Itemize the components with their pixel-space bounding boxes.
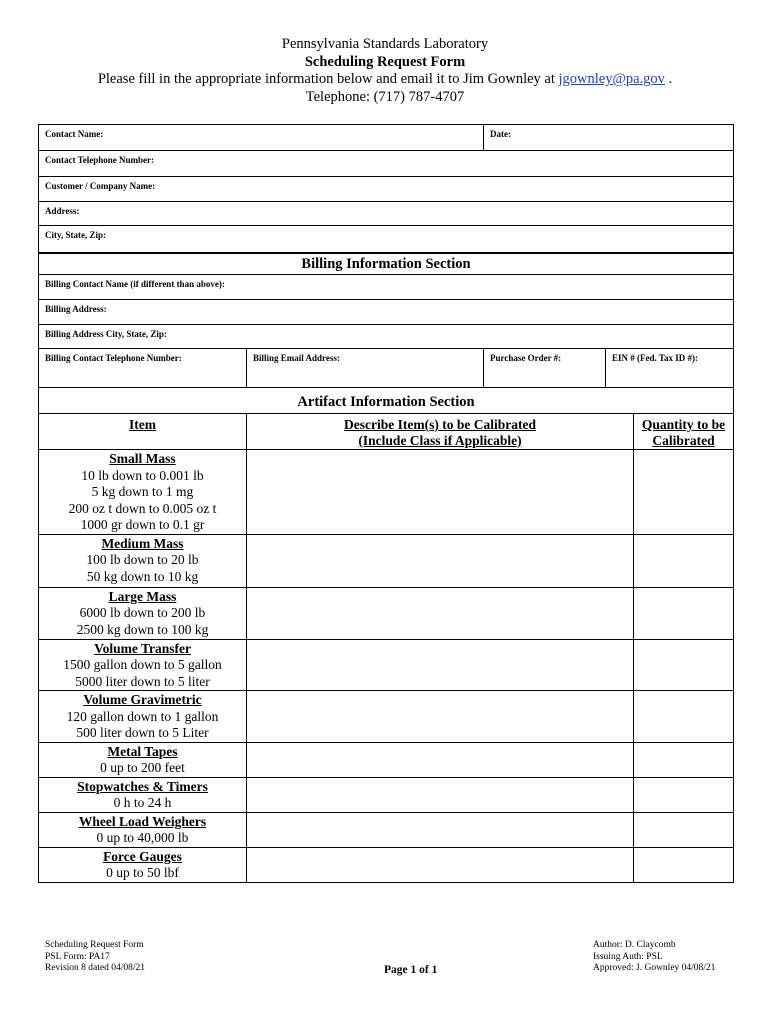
describe-cell[interactable]	[247, 534, 634, 587]
purchase-order-label: Purchase Order #:	[490, 353, 562, 363]
item-title: Small Mass	[109, 451, 176, 466]
item-title: Stopwatches & Timers	[77, 778, 208, 794]
item-title: Wheel Load Weighers	[78, 813, 207, 829]
table-row	[39, 587, 734, 639]
quantity-cell[interactable]	[634, 777, 734, 812]
item-range: 50 kg down to 10 kg	[86, 568, 199, 584]
billing-city-field[interactable]	[39, 325, 734, 349]
item-cell	[39, 777, 247, 812]
item-range: 0 up to 200 feet	[100, 760, 185, 775]
billing-contact-name-label: Billing Contact Name (if different than above):	[45, 279, 225, 289]
quantity-cell[interactable]	[634, 587, 734, 639]
email-link[interactable]: jgownley@pa.gov	[558, 71, 665, 87]
item-range: 0 up to 50 lbf	[106, 865, 179, 880]
org-name: Pennsylvania Standards Laboratory	[281, 36, 489, 52]
instruction-suffix: .	[664, 71, 673, 87]
city-state-zip-field[interactable]	[39, 226, 734, 253]
item-range: 5 kg down to 1 mg	[91, 484, 194, 499]
describe-header-line-1: Describe Item(s) to be Calibrated	[344, 417, 536, 432]
describe-cell[interactable]	[247, 691, 634, 743]
table-row	[39, 450, 734, 535]
quantity-cell[interactable]	[634, 847, 734, 882]
item-range: 2500 kg down to 100 kg	[76, 621, 209, 637]
item-cell	[39, 812, 247, 847]
item-range: 120 gallon down to 1 gallon	[66, 708, 219, 724]
describe-cell[interactable]	[247, 450, 634, 535]
form-header	[0, 36, 770, 106]
billing-table	[38, 253, 734, 388]
item-cell	[39, 450, 247, 535]
ein-label: EIN # (Fed. Tax ID #):	[612, 353, 699, 363]
item-cell	[39, 847, 247, 882]
item-range: 0 up to 40,000 lb	[96, 830, 189, 845]
item-cell	[39, 587, 247, 639]
item-range: 0 h to 24 h	[113, 795, 172, 810]
item-range: 1000 gr down to 0.1 gr	[80, 517, 205, 532]
footer-revision: Revision 8 dated 04/08/21	[45, 963, 146, 973]
quantity-header-line-2: Calibrated	[652, 433, 715, 448]
billing-email-label: Billing Email Address:	[253, 353, 340, 363]
footer-author: Author: D. Claycomb	[593, 940, 676, 950]
describe-cell[interactable]	[247, 847, 634, 882]
date-label: Date:	[490, 129, 511, 139]
billing-contact-name-field[interactable]	[39, 275, 734, 300]
footer-right	[593, 940, 715, 975]
company-field[interactable]	[39, 177, 734, 202]
table-row	[39, 534, 734, 587]
instruction-text: Please fill in the appropriate information below and email it to Jim Gownley at	[97, 71, 559, 87]
describe-cell[interactable]	[247, 742, 634, 777]
item-cell	[39, 639, 247, 691]
billing-email-field[interactable]	[247, 349, 484, 388]
item-title: Volume Gravimetric	[83, 692, 202, 707]
item-column-header: Item	[39, 414, 247, 450]
item-cell	[39, 534, 247, 587]
instruction-line	[0, 71, 770, 89]
describe-cell[interactable]	[247, 639, 634, 691]
item-range: 6000 lb down to 200 lb	[79, 605, 206, 620]
city-state-zip-label: City, State, Zip:	[45, 230, 107, 240]
item-cell	[39, 691, 247, 743]
quantity-cell[interactable]	[634, 639, 734, 691]
artifact-section-title: Artifact Information Section	[39, 388, 734, 414]
artifact-table	[38, 387, 734, 883]
company-label: Customer / Company Name:	[45, 181, 156, 191]
billing-telephone-label: Billing Contact Telephone Number:	[45, 353, 182, 363]
item-title: Volume Transfer	[94, 640, 191, 656]
telephone-line: Telephone: (717) 787-4707	[305, 88, 465, 105]
contact-table	[38, 124, 734, 253]
item-range: 10 lb down to 0.001 lb	[81, 467, 204, 483]
item-range: 1500 gallon down to 5 gallon	[63, 657, 222, 672]
table-row	[39, 847, 734, 882]
describe-cell[interactable]	[247, 777, 634, 812]
describe-cell[interactable]	[247, 812, 634, 847]
quantity-cell[interactable]	[634, 450, 734, 535]
contact-telephone-label: Contact Telephone Number:	[45, 155, 155, 165]
contact-name-field[interactable]	[39, 125, 484, 151]
table-row	[39, 639, 734, 691]
table-row	[39, 812, 734, 847]
billing-address-field[interactable]	[39, 300, 734, 325]
table-row	[39, 742, 734, 777]
ein-field[interactable]	[606, 349, 734, 388]
table-row	[39, 777, 734, 812]
quantity-cell[interactable]	[634, 534, 734, 587]
footer-issuing-auth: Issuing Auth: PSL	[593, 951, 663, 962]
address-field[interactable]	[39, 202, 734, 226]
item-title: Force Gauges	[103, 848, 182, 864]
quantity-header-line-1: Quantity to be	[641, 417, 726, 432]
item-range: 200 oz t down to 0.005 oz t	[68, 500, 217, 516]
purchase-order-field[interactable]	[484, 349, 606, 388]
billing-telephone-field[interactable]	[39, 349, 247, 388]
quantity-cell[interactable]	[634, 691, 734, 743]
footer-form-name: Scheduling Request Form	[45, 940, 144, 950]
describe-column-header	[247, 414, 634, 450]
address-label: Address:	[45, 206, 80, 216]
item-range: 5000 liter down to 5 liter	[75, 673, 210, 689]
billing-city-label: Billing Address City, State, Zip:	[45, 329, 167, 339]
quantity-column-header	[634, 414, 734, 450]
billing-section-title: Billing Information Section	[39, 254, 734, 275]
contact-name-label: Contact Name:	[45, 129, 104, 139]
contact-telephone-field[interactable]	[39, 151, 734, 177]
quantity-cell[interactable]	[634, 812, 734, 847]
describe-header-line-2: (Include Class if Applicable)	[358, 433, 522, 448]
item-cell	[39, 742, 247, 777]
item-title: Large Mass	[108, 588, 177, 604]
quantity-cell[interactable]	[634, 742, 734, 777]
page-number: Page 1 of 1	[384, 964, 438, 976]
footer-form-number: PSL Form: PA17	[45, 951, 110, 962]
form-title: Scheduling Request Form	[304, 53, 466, 70]
footer-approved: Approved: J. Gownley 04/08/21	[593, 963, 716, 973]
item-range: 100 lb down to 20 lb	[86, 552, 199, 567]
table-row	[39, 691, 734, 743]
describe-cell[interactable]	[247, 587, 634, 639]
billing-address-label: Billing Address:	[45, 304, 107, 314]
item-title: Medium Mass	[101, 535, 184, 551]
item-title: Metal Tapes	[107, 743, 178, 759]
date-field[interactable]	[484, 125, 734, 151]
footer-left	[45, 940, 145, 975]
item-range: 500 liter down to 5 Liter	[76, 725, 209, 740]
